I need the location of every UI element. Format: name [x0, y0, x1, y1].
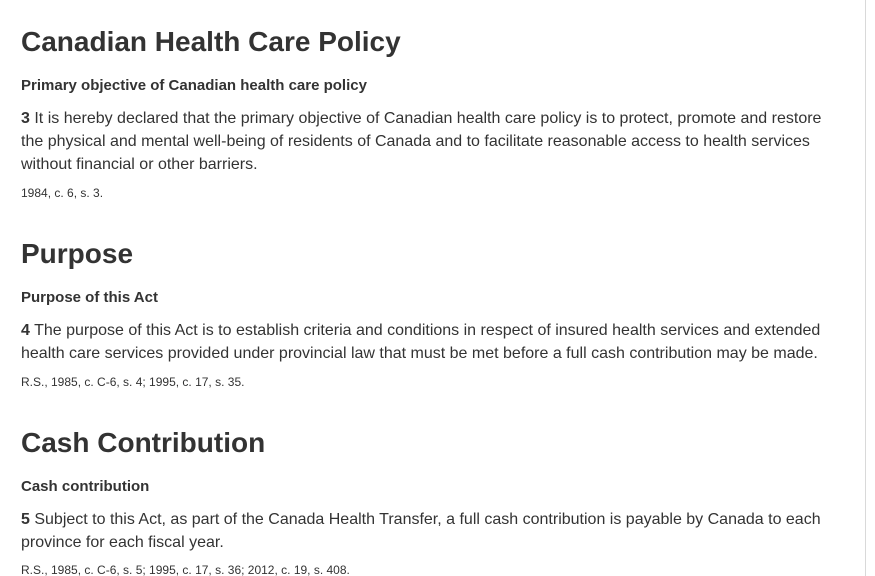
section-5-history: R.S., 1985, c. C-6, s. 5; 1995, c. 17, s. 36; 2012, c. 19, s. 408. — [21, 563, 350, 576]
section-5-text — [21, 508, 831, 554]
marginal-note-primary-objective: Primary objective of Canadian health care policy — [21, 77, 367, 94]
section-5-body: Subject to this Act, as part of the Canada Health Transfer, a full cash contribution is payable by Canada to each province for each fiscal year. — [21, 511, 821, 551]
section-4-text — [21, 319, 831, 365]
section-3-body: It is hereby declared that the primary objective of Canadian health care policy is to protect, promote and restore the physical and mental well-being of residents of Canada and to facilitate reasonable access to health services without financial or other barriers. — [21, 110, 822, 173]
marginal-note-cash-contribution: Cash contribution — [21, 478, 150, 495]
section-4-number: 4 — [21, 322, 30, 339]
section-3-text — [21, 107, 831, 176]
heading-cash-contribution: Cash Contribution — [21, 427, 266, 458]
section-4-body: The purpose of this Act is to establish criteria and conditions in respect of insured health services and extended health care services provided under provincial law that must be met before a full cash contribution may be made. — [21, 322, 821, 362]
section-3-history: 1984, c. 6, s. 3. — [21, 186, 104, 200]
marginal-note-purpose-of-act: Purpose of this Act — [21, 289, 158, 306]
section-4-history: R.S., 1985, c. C-6, s. 4; 1995, c. 17, s. 35. — [21, 375, 245, 389]
heading-purpose: Purpose — [21, 238, 134, 269]
section-3-number: 3 — [21, 110, 30, 127]
section-5-number: 5 — [21, 511, 30, 528]
heading-canadian-health-care-policy: Canadian Health Care Policy — [21, 26, 401, 57]
